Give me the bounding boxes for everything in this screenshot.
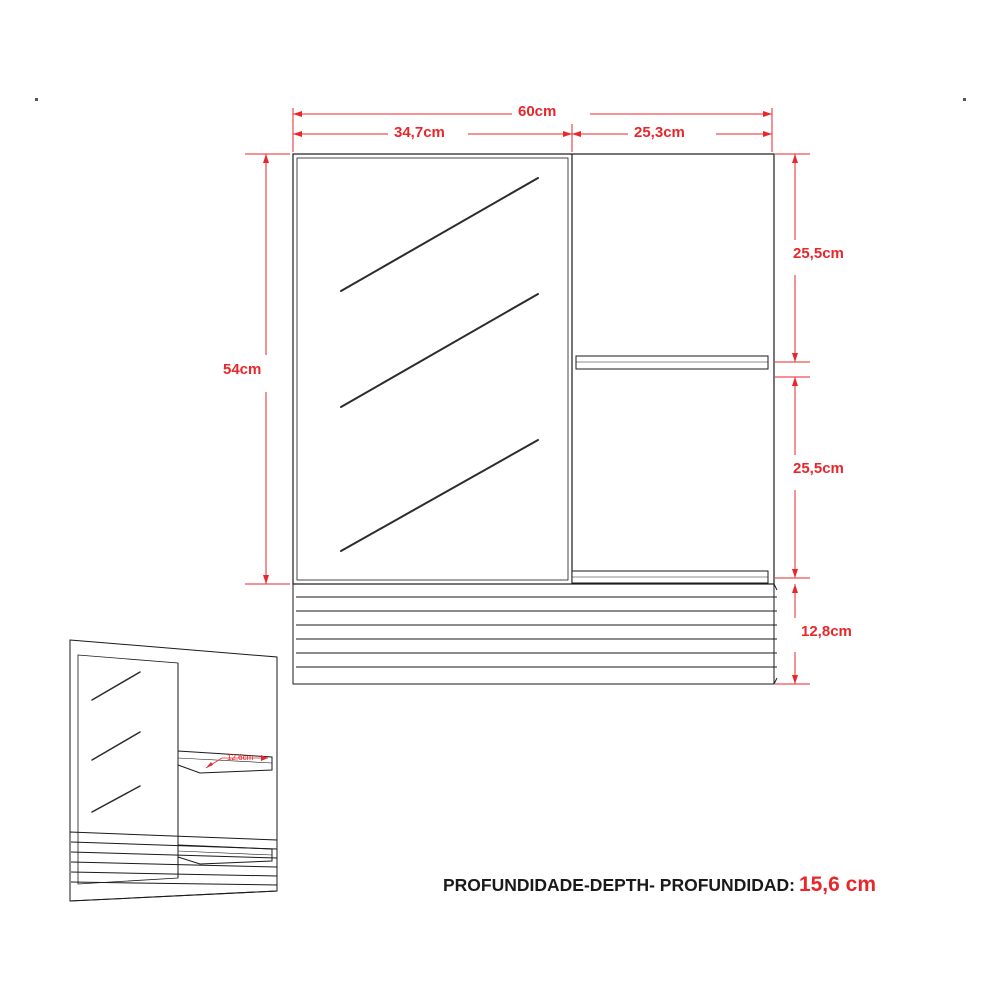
dimension-label-total-width: 60cm xyxy=(518,103,557,120)
dimension-lines xyxy=(245,108,810,684)
lower-shelf xyxy=(572,571,768,583)
depth-note xyxy=(443,873,876,897)
dimension-label-lower-section-height: 25,5cm xyxy=(793,460,844,477)
perspective-view xyxy=(70,640,277,901)
dimension-label-left-panel-width: 34,7cm xyxy=(394,124,445,141)
depth-note-label: PROFUNDIDADE-DEPTH- PROFUNDIDAD: xyxy=(443,875,795,895)
dimension-label-upper-section-height: 25,5cm xyxy=(793,245,844,262)
dimension-label-shelf-depth: 12,6cm xyxy=(227,753,254,762)
depth-note-value: 15,6 cm xyxy=(798,873,876,896)
upper-shelf xyxy=(576,356,768,369)
corner-marks xyxy=(35,98,966,101)
mirror-reflection-lines xyxy=(341,178,538,551)
dimension-label-slat-section-height: 12,8cm xyxy=(801,623,852,640)
dimension-label-right-panel-width: 25,3cm xyxy=(634,124,685,141)
slat-section xyxy=(293,584,777,684)
dimension-label-total-height: 54cm xyxy=(223,361,262,378)
